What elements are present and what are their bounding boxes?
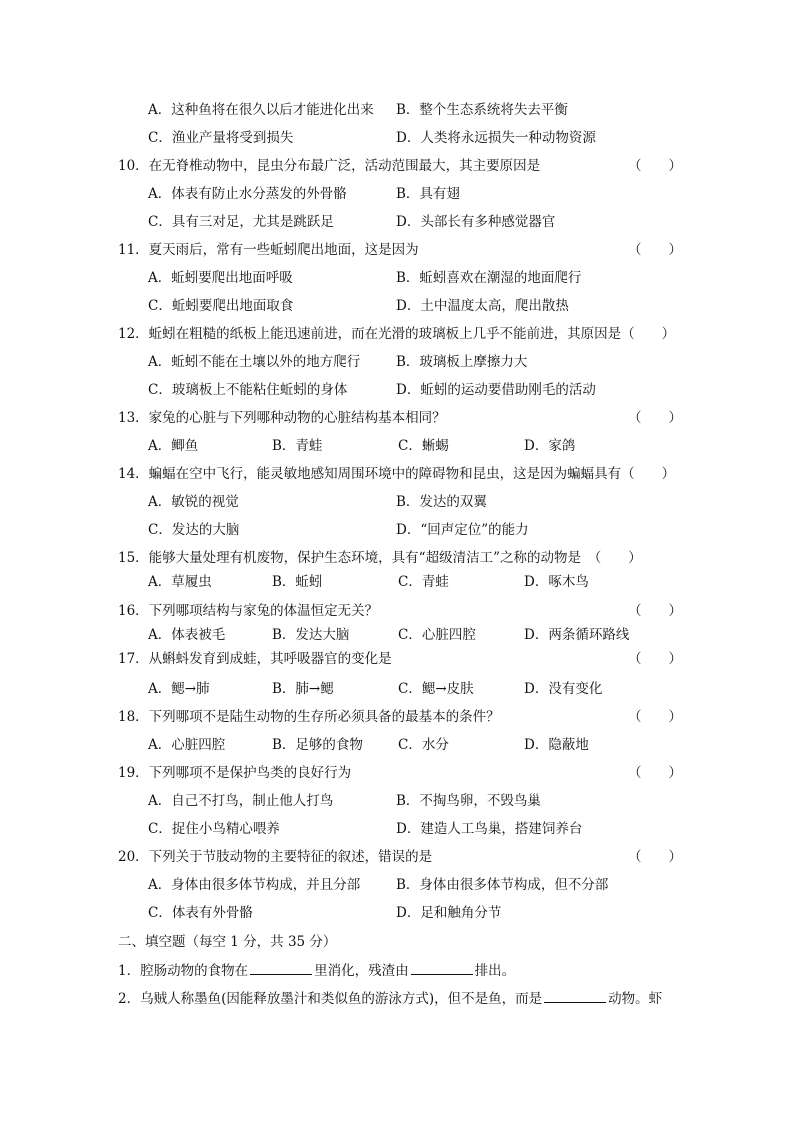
q15-option-b: B．蚯蚓 — [272, 574, 323, 590]
q18-stem: 18．下列哪项不是陆生动物的生存所必须具备的最基本的条件？ — [118, 709, 500, 725]
fill-q1-blank-1[interactable] — [250, 961, 312, 975]
q17-option-d: D．没有变化 — [524, 681, 603, 697]
q12-stem: 12．蚯蚓在粗糙的纸板上能迅速前进，而在光滑的玻璃板上几乎不能前进，其原因是（ ） — [118, 326, 676, 342]
q19-option-a: A．自己不打鸟，制止他人打鸟 — [148, 793, 334, 809]
q20-option-c: C．体表有外骨骼 — [148, 905, 253, 921]
q20-answer-paren: （ ） — [628, 849, 682, 865]
q15-stem: 15．能够大量处理有机废物，保护生态环境，具有“超级清洁工”之称的动物是 （ ） — [118, 550, 642, 566]
q9-option-a: A．这种鱼将在很久以后才能进化出来 — [148, 102, 374, 118]
q10-answer-paren: （ ） — [628, 158, 682, 174]
q18-option-d: D．隐蔽地 — [524, 737, 589, 753]
q14-option-b: B．发达的双翼 — [396, 494, 487, 510]
q16-option-a: A．体表被毛 — [148, 627, 226, 643]
q17-stem: 17．从蝌蚪发育到成蛙，其呼吸器官的变化是 — [118, 651, 392, 667]
q12-option-d: D．蚯蚓的运动要借助刚毛的活动 — [396, 382, 596, 398]
q15-option-c: C．青蛙 — [398, 574, 449, 590]
fill-q2-text-b: 动物。虾 — [608, 991, 663, 1007]
q12-option-c: C．玻璃板上不能粘住蚯蚓的身体 — [148, 382, 348, 398]
q12-option-a: A．蚯蚓不能在土壤以外的地方爬行 — [148, 354, 361, 370]
q18-option-b: B．足够的食物 — [272, 737, 363, 753]
q19-option-c: C．捉住小鸟精心喂养 — [148, 821, 280, 837]
fill-q2-blank-1[interactable] — [544, 989, 606, 1003]
fill-q1-text-a: 1．腔肠动物的食物在 — [118, 963, 249, 979]
q17-answer-paren: （ ） — [628, 651, 682, 667]
q11-stem: 11．夏天雨后，常有一些蚯蚓爬出地面，这是因为 — [118, 242, 419, 258]
section2-heading: 二、填空题（每空 1 分，共 35 分） — [118, 934, 337, 950]
q11-option-d: D．土中温度太高，爬出散热 — [396, 298, 569, 314]
q9-option-d: D．人类将永远损失一种动物资源 — [396, 130, 596, 146]
q16-option-b: B．发达大脑 — [272, 627, 350, 643]
fill-question-2 — [118, 989, 662, 1008]
q11-option-b: B．蚯蚓喜欢在潮湿的地面爬行 — [396, 270, 582, 286]
q10-stem: 10．在无脊椎动物中，昆虫分布最广泛，活动范围最大，其主要原因是 — [118, 158, 541, 174]
q19-answer-paren: （ ） — [628, 765, 682, 781]
q11-answer-paren: （ ） — [628, 242, 682, 258]
q11-option-a: A．蚯蚓要爬出地面呼吸 — [148, 270, 293, 286]
q13-answer-paren: （ ） — [628, 410, 682, 426]
q15-option-d: D．啄木鸟 — [524, 574, 589, 590]
q17-option-a: A．鳃→肺 — [148, 681, 210, 697]
q10-option-a: A．体表有防止水分蒸发的外骨骼 — [148, 186, 347, 202]
q17-option-c: C．鳃→皮肤 — [398, 681, 474, 697]
q13-option-d: D．家鸽 — [524, 438, 576, 454]
fill-question-1 — [118, 961, 515, 980]
q13-option-a: A．鲫鱼 — [148, 438, 199, 454]
q18-option-c: C．水分 — [398, 737, 449, 753]
q20-option-a: A．身体由很多体节构成，并且分部 — [148, 877, 361, 893]
q20-option-d: D．足和触角分节 — [396, 905, 502, 921]
fill-q1-text-c: 排出。 — [474, 963, 516, 979]
fill-q2-text-a: 2．乌贼人称墨鱼(因能释放墨汁和类似鱼的游泳方式)，但不是鱼，而是 — [118, 991, 543, 1007]
q14-option-c: C．发达的大脑 — [148, 522, 240, 538]
q16-stem: 16．下列哪项结构与家兔的体温恒定无关？ — [118, 603, 379, 619]
q13-option-c: C．蜥蜴 — [398, 438, 449, 454]
q13-stem: 13．家兔的心脏与下列哪种动物的心脏结构基本相同？ — [118, 410, 446, 426]
q9-option-b: B．整个生态系统将失去平衡 — [396, 102, 568, 118]
q16-option-d: D．两条循环路线 — [524, 627, 630, 643]
q14-stem: 14．蝙蝠在空中飞行，能灵敏地感知周围环境中的障碍物和昆虫，这是因为蝙蝠具有（ ） — [118, 466, 676, 482]
fill-q1-blank-2[interactable] — [411, 961, 473, 975]
q17-option-b: B．肺→鳃 — [272, 681, 334, 697]
q19-stem: 19．下列哪项不是保护鸟类的良好行为 — [118, 765, 352, 781]
q10-option-d: D．头部长有多种感觉器官 — [396, 214, 556, 230]
q16-answer-paren: （ ） — [628, 603, 682, 619]
q14-option-a: A．敏锐的视觉 — [148, 494, 239, 510]
q14-option-d: D．“回声定位”的能力 — [396, 522, 529, 538]
q16-option-c: C．心脏四腔 — [398, 627, 476, 643]
q10-option-b: B．具有翅 — [396, 186, 460, 202]
q11-option-c: C．蚯蚓要爬出地面取食 — [148, 298, 294, 314]
q10-option-c: C．具有三对足，尤其是跳跃足 — [148, 214, 334, 230]
q13-option-b: B．青蛙 — [272, 438, 323, 454]
q12-option-b: B．玻璃板上摩擦力大 — [396, 354, 528, 370]
q18-answer-paren: （ ） — [628, 709, 682, 725]
q20-stem: 20．下列关于节肢动物的主要特征的叙述，错误的是 — [118, 849, 433, 865]
q9-option-c: C．渔业产量将受到损失 — [148, 130, 294, 146]
q15-option-a: A．草履虫 — [148, 574, 212, 590]
q20-option-b: B．身体由很多体节构成，但不分部 — [396, 877, 609, 893]
fill-q1-text-b: 里消化，残渣由 — [314, 963, 409, 979]
q19-option-b: B．不掏鸟卵，不毁鸟巢 — [396, 793, 541, 809]
q19-option-d: D．建造人工鸟巢，搭建饲养台 — [396, 821, 583, 837]
q18-option-a: A．心脏四腔 — [148, 737, 226, 753]
